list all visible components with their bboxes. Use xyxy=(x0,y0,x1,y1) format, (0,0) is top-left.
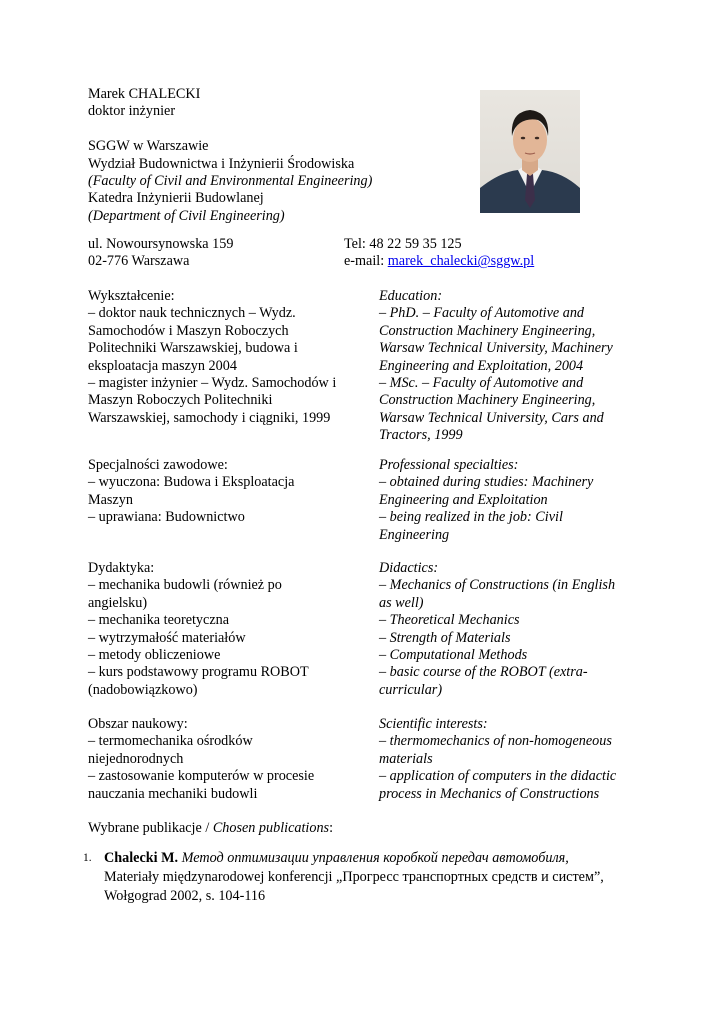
education-line-en: Engineering and Exploitation, 2004 xyxy=(379,357,584,374)
education-line: Maszyn Roboczych Politechniki xyxy=(88,392,273,409)
didactics-line: – kurs podstawowy programu ROBOT xyxy=(88,664,309,681)
specialties-pl xyxy=(88,457,360,527)
specialty-line-en: Engineering and Exploitation xyxy=(379,491,548,508)
didactics-line: – mechanika budowli (również po xyxy=(88,577,282,594)
education-line: – doktor nauk technicznych – Wydz. xyxy=(88,305,296,322)
publications-heading-pl: Wybrane publikacje / xyxy=(88,820,213,836)
education-pl xyxy=(88,288,360,427)
publications-heading xyxy=(88,820,333,837)
didactics-line-en: – Computational Methods xyxy=(379,647,528,664)
address-street: ul. Nowoursynowska 159 xyxy=(88,236,234,252)
education-line-en: Construction Machinery Engineering, xyxy=(379,392,596,409)
scientific-line: niejednorodnych xyxy=(88,750,184,767)
specialty-line: – uprawiana: Budownictwo xyxy=(88,509,245,526)
education-line: Politechniki Warszawskiej, budowa i xyxy=(88,340,298,357)
education-heading-en: Education: xyxy=(379,288,443,304)
education-line: Warszawskiej, samochody i ciągniki, 1999 xyxy=(88,409,331,426)
education-line-en: Warsaw Technical University, Machinery xyxy=(379,340,613,357)
specialty-line: – wyuczona: Budowa i Eksploatacja xyxy=(88,474,295,491)
portrait-illustration xyxy=(480,90,580,213)
education-line-en: Warsaw Technical University, Cars and xyxy=(379,409,604,426)
didactics-line-en: – Strength of Materials xyxy=(379,629,511,646)
specialty-line-en: – being realized in the job: Civil xyxy=(379,509,563,526)
didactics-line-en: curricular) xyxy=(379,681,443,698)
scientific-line-en: materials xyxy=(379,750,433,767)
scientific-line-en: – thermomechanics of non-homogeneous xyxy=(379,733,612,750)
didactics-en xyxy=(379,560,644,699)
didactics-heading-pl: Dydaktyka: xyxy=(88,560,155,576)
specialties-heading-pl: Specjalności zawodowe: xyxy=(88,457,228,473)
scientific-pl xyxy=(88,716,360,803)
didactics-line-en: – basic course of the ROBOT (extra- xyxy=(379,664,588,681)
publication-item xyxy=(104,849,664,906)
education-heading-pl: Wykształcenie: xyxy=(88,288,175,304)
scientific-heading-pl: Obszar naukowy: xyxy=(88,716,188,732)
scientific-line-en: process in Mechanics of Constructions xyxy=(379,785,600,802)
contact-block xyxy=(344,236,534,271)
scientific-line: nauczania mechaniki budowli xyxy=(88,785,258,802)
scientific-en xyxy=(379,716,644,803)
education-line-en: – PhD. – Faculty of Automotive and xyxy=(379,305,585,322)
faculty-pl: Wydział Budownictwa i Inżynierii Środowiska xyxy=(88,155,355,172)
publication-place-pages: Wołgograd 2002, s. 104-116 xyxy=(104,888,266,904)
publication-number: 1. xyxy=(83,852,92,864)
specialties-heading-en: Professional specialties: xyxy=(379,457,519,473)
didactics-line-en: – Theoretical Mechanics xyxy=(379,612,520,629)
department-en: (Department of Civil Engineering) xyxy=(88,207,285,224)
education-en xyxy=(379,288,644,445)
scientific-line-en: – application of computers in the didactic xyxy=(379,768,617,785)
didactics-line: angielsku) xyxy=(88,594,148,611)
didactics-line: – mechanika teoretyczna xyxy=(88,612,230,629)
publication-source: Materiały międzynarodowej konferencji „Прогресс транспортных средств и систем”, xyxy=(104,869,604,885)
education-line-en: – MSc. – Faculty of Automotive and xyxy=(379,375,584,392)
address-block xyxy=(88,236,233,271)
publications-heading-colon: : xyxy=(329,820,334,836)
didactics-heading-en: Didactics: xyxy=(379,560,439,576)
didactics-line: – metody obliczeniowe xyxy=(88,647,221,664)
portrait-photo xyxy=(480,90,580,213)
didactics-line-en: as well) xyxy=(379,594,424,611)
header xyxy=(88,86,372,225)
education-line-en: Construction Machinery Engineering, xyxy=(379,322,596,339)
publication-title: Метод оптимизации управления коробкой передач автомобиля, xyxy=(178,850,569,866)
education-line: eksploatacja maszyn 2004 xyxy=(88,357,237,374)
didactics-pl xyxy=(88,560,360,699)
publication-author: Chalecki M. xyxy=(104,850,179,866)
education-line: Samochodów i Maszyn Roboczych xyxy=(88,322,289,339)
didactics-line: (nadobowiązkowo) xyxy=(88,681,198,698)
specialty-line-en: – obtained during studies: Machinery xyxy=(379,474,594,491)
email-link[interactable]: marek_chalecki@sggw.pl xyxy=(387,253,535,270)
address-city: 02-776 Warszawa xyxy=(88,253,190,270)
specialty-line: Maszyn xyxy=(88,491,133,508)
faculty-en: (Faculty of Civil and Environmental Engineering) xyxy=(88,173,373,190)
email-label: e-mail: xyxy=(344,253,388,270)
scientific-line: – termomechanika ośrodków xyxy=(88,733,253,750)
person-title: doktor inżynier xyxy=(88,103,176,120)
education-line: – magister inżynier – Wydz. Samochodów i xyxy=(88,375,337,392)
telephone: Tel: 48 22 59 35 125 xyxy=(344,236,462,252)
didactics-line: – wytrzymałość materiałów xyxy=(88,629,246,646)
specialty-line-en: Engineering xyxy=(379,526,450,543)
scientific-line: – zastosowanie komputerów w procesie xyxy=(88,768,315,785)
specialties-en xyxy=(379,457,644,544)
publications-heading-en: Chosen publications xyxy=(212,820,330,836)
education-line-en: Tractors, 1999 xyxy=(379,427,463,444)
department-pl: Katedra Inżynierii Budowlanej xyxy=(88,190,264,207)
scientific-heading-en: Scientific interests: xyxy=(379,716,488,732)
didactics-line-en: – Mechanics of Constructions (in English xyxy=(379,577,616,594)
institution: SGGW w Warszawie xyxy=(88,138,209,155)
person-name: Marek CHALECKI xyxy=(88,86,201,102)
email-line xyxy=(344,253,534,270)
